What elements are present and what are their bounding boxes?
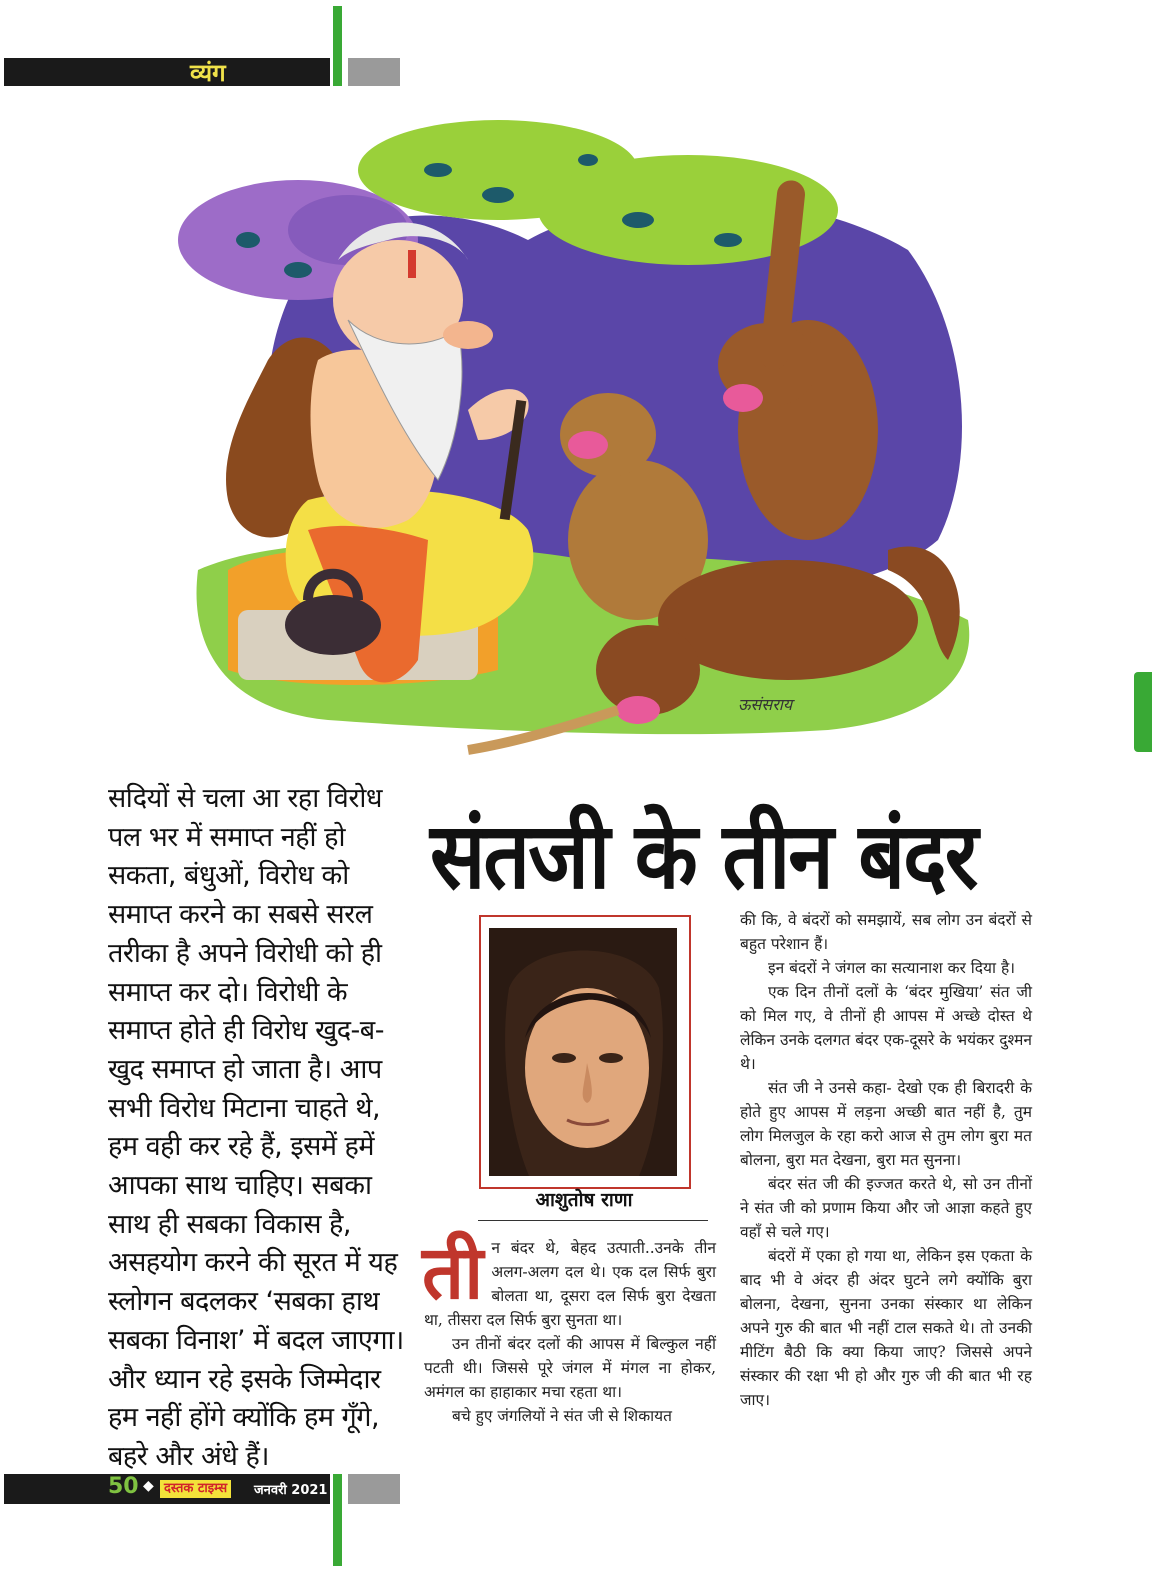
author-photo	[489, 928, 677, 1176]
grey-box-bottom	[348, 1474, 400, 1504]
monkey-mouth-1	[568, 431, 608, 459]
paragraph-5: एक दिन तीनों दलों के ‘बंदर मुखिया’ संत जी को मिल गए, वे तीनों ही आपस में अच्छे दोस्त थे लेकिन उनके दलगत बंदर एक-दूसरे के भयंकर दुश्मन थे।	[740, 983, 1032, 1073]
byline-rule	[478, 1220, 708, 1221]
author-byline: आशुतोष राणा	[535, 1189, 633, 1211]
pull-quote: सदियों से चला आ रहा विरोध पल भर में समाप्त नहीं हो सकता, बंधुओं, विरोध को समाप्त करने का सबसे सरल तरीका है अपने विरोधी को ही समाप्त कर दो। विरोधी के समाप्त होते ही विरोध खुद-ब-खुद समाप्त हो जाता है। आप सभी विरोध मिटाना चाहते थे, हम वही कर रहे हैं, इसमें हमें आपका साथ चाहिए। सबका साथ ही सबका विकास है, असहयोग करने की सूरत में यह स्लोगन बदलकर ‘सबका हाथ सबका विनाश’ में बदल जाएगा। और ध्यान रहे इसके जिम्मेदार हम नहीं होंगे क्योंकि हम गूँगे, बहरे और अंधे हैं।	[108, 783, 404, 1472]
header-bar	[4, 58, 330, 86]
page-number: 50	[108, 1474, 139, 1499]
green-rule-bottom	[333, 1474, 342, 1566]
tilak	[408, 250, 416, 278]
issue-date: जनवरी 2021	[254, 1483, 328, 1498]
green-rule-top	[333, 6, 342, 86]
magazine-name: दस्तक टाइम्स	[160, 1480, 231, 1498]
grey-box-top	[348, 58, 400, 86]
paragraph-3: बचे हुए जंगलियों ने संत जी से शिकायत	[452, 1407, 672, 1425]
section-label: व्यंग	[190, 59, 226, 87]
paragraph-6: संत जी ने उनसे कहा- देखो एक ही बिरादरी के होते हुए आपस में लड़ना अच्छी बात नहीं है, तुम लोग मिलजुल के रहा करो आज से तुम लोग बुरा मत बोलना, बुरा मत देखना, बुरा मत सुनना।	[740, 1079, 1032, 1169]
monkey-mouth-3	[616, 696, 660, 724]
bullet-icon: ◆	[143, 1478, 154, 1494]
sage-nose	[443, 321, 493, 349]
article-title: संतजी के तीन बंदर	[430, 803, 977, 910]
body-column-1	[422, 1230, 716, 1428]
cartoon-illustration	[168, 100, 988, 780]
paragraph-7: बंदर संत जी की इज्जत करते थे, सो उन तीनों ने संत जी को प्रणाम किया और जो आज्ञा कहते हुए वहाँ से चले गए।	[740, 1175, 1032, 1241]
illustrator-signature: ऊसंसराय	[738, 695, 793, 714]
edge-tab	[1134, 672, 1152, 752]
drop-cap: ती	[422, 1230, 484, 1316]
kamandal	[285, 595, 381, 655]
paragraph-8: बंदरों में एका हो गया था, लेकिन इस एकता के बाद भी वे अंदर ही अंदर घुटने लगे क्योंकि बुरा बोलना, देखना, सुनना उनका संस्कार था लेकिन अपने गुरु की बात भी नहीं टाल सकते थे। तो उनकी मीटिंग बैठी कि क्या किया जाए? जिससे अपने संस्कार की रक्षा भी हो और गुरु जी की बात भी रह जाए।	[740, 1247, 1032, 1409]
paragraph-2: उन तीनों बंदर दलों की आपस में बिल्कुल नहीं पटती थी। जिससे पूरे जंगल में मंगल ना होकर, अमंगल का हाहाकार मचा रहता था।	[424, 1335, 716, 1401]
monkey-mouth-2	[723, 384, 763, 412]
paragraph-4: इन बंदरों ने जंगल का सत्यानाश कर दिया है।	[768, 959, 1016, 977]
paragraph-3-cont: की कि, वे बंदरों को समझायें, सब लोग उन बंदरों से बहुत परेशान हैं।	[740, 911, 1032, 953]
paragraph-1-text: न बंदर थे, बेहद उत्पाती..उनके तीन अलग-अलग दल थे। एक दल सिर्फ बुरा बोलता था, दूसरा दल सिर्फ बुरा देखता था, तीसरा दल सिर्फ बुरा सुनता था।	[424, 1239, 716, 1329]
body-column-2	[740, 908, 1032, 1412]
paragraph-1	[422, 1230, 716, 1332]
